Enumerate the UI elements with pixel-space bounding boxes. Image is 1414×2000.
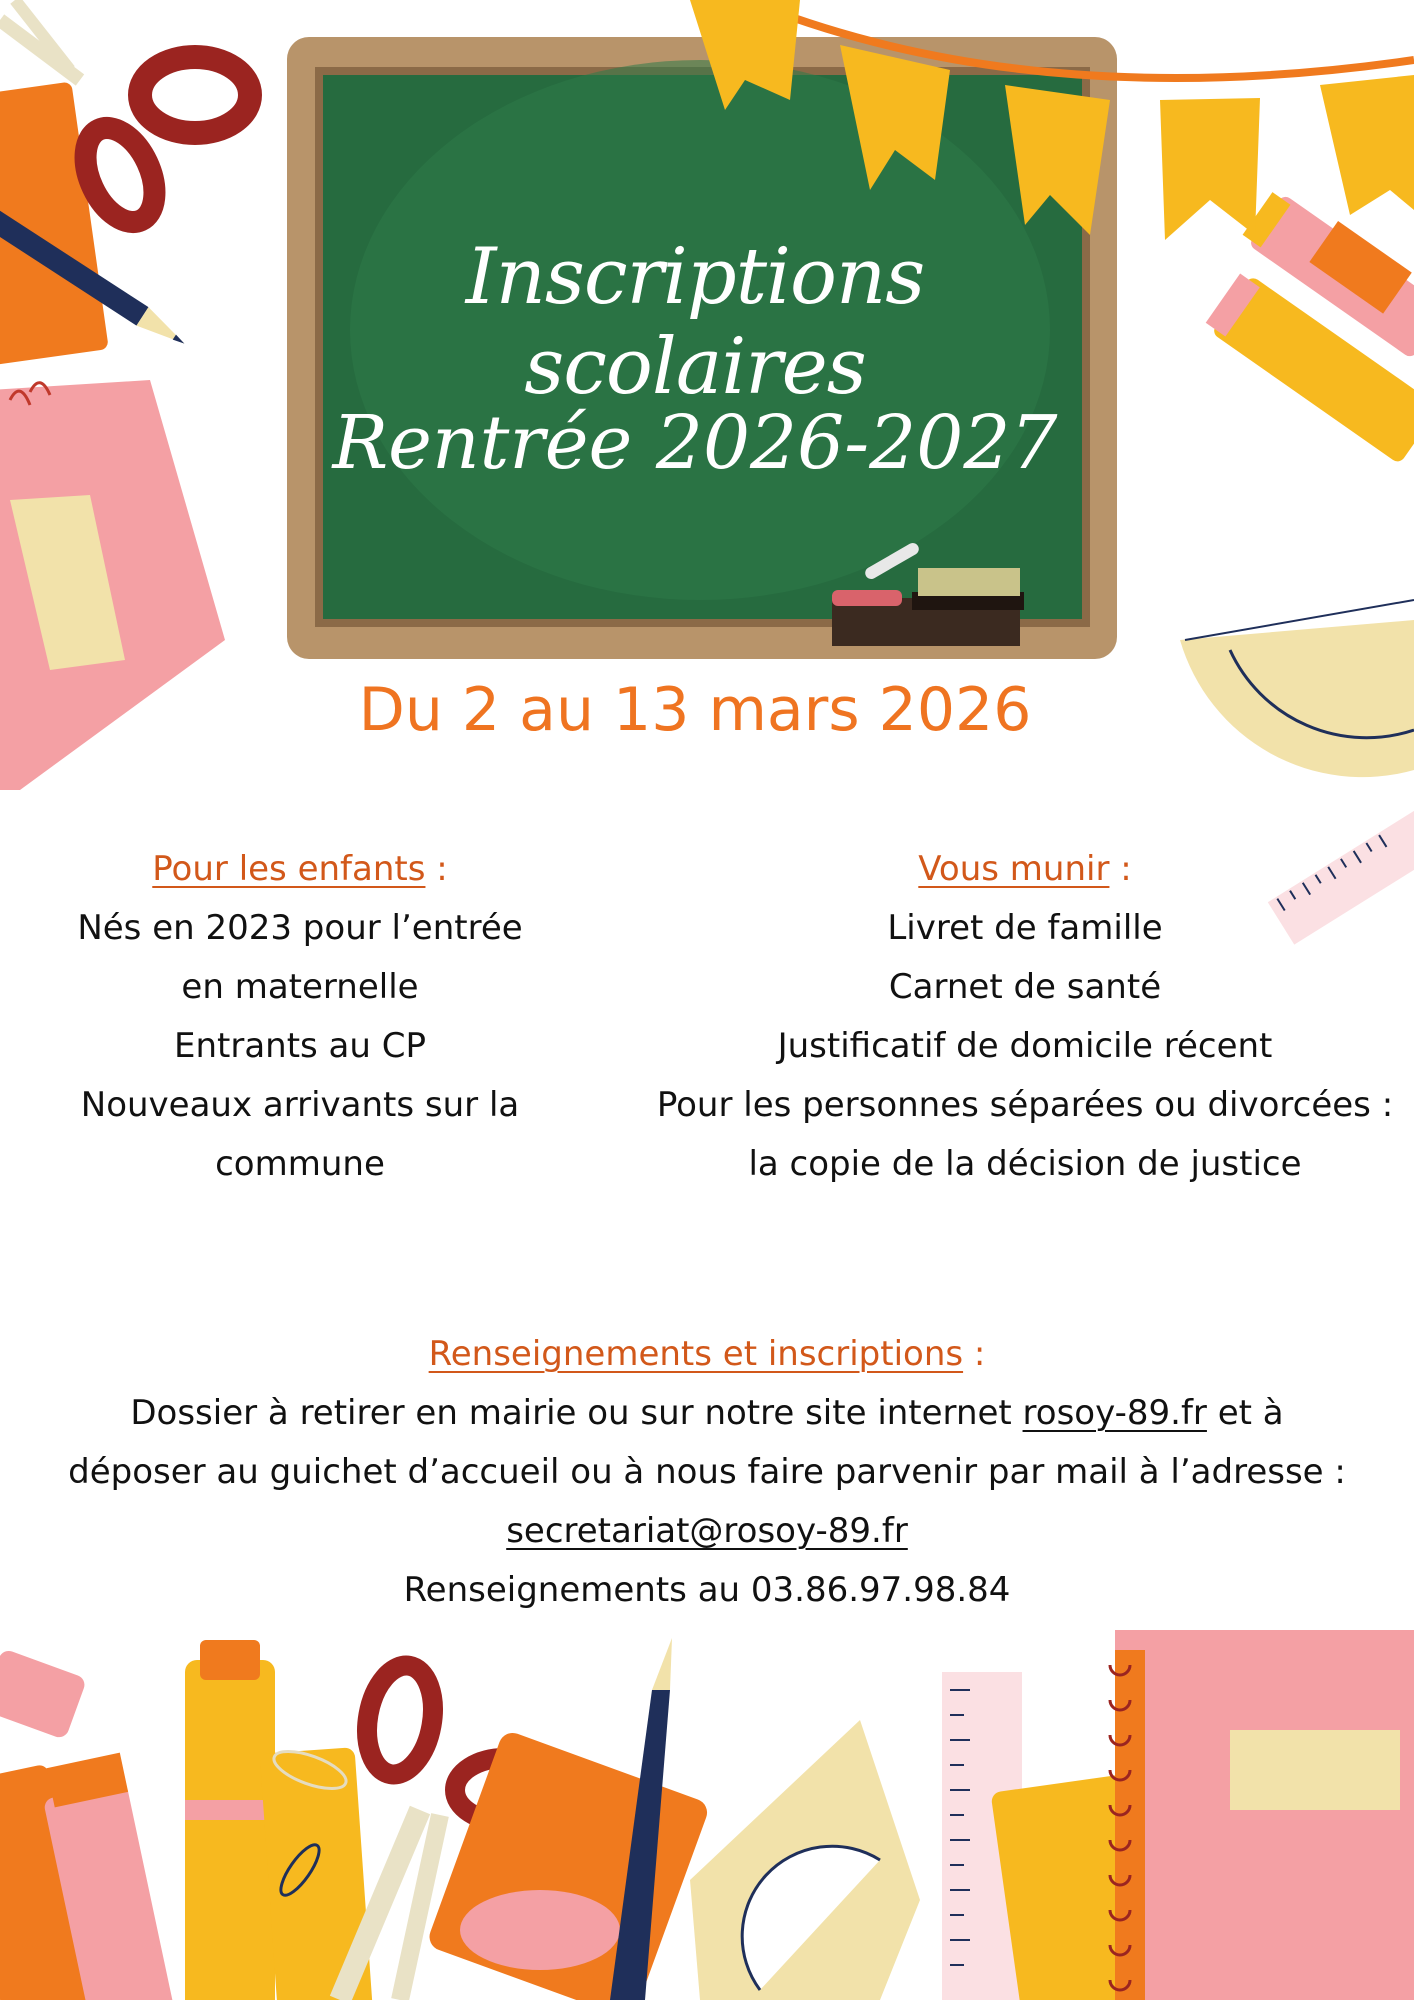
children-heading <box>40 840 560 899</box>
children-heading-colon: : <box>425 849 448 889</box>
info-heading-label: Renseignements et inscriptions <box>428 1334 964 1374</box>
documents-line: Carnet de santé <box>888 967 1162 1007</box>
children-line: Nouveaux arrivants sur la <box>80 1085 520 1125</box>
website-link[interactable]: rosoy-89.fr <box>1022 1393 1207 1433</box>
info-heading <box>0 1325 1414 1384</box>
documents-heading-colon: : <box>1109 849 1132 889</box>
board-title-line2: Rentrée 2026-2027 <box>332 400 1058 486</box>
board-title-line1: Inscriptions scolaires <box>465 232 925 412</box>
top-right-supplies <box>1180 188 1414 945</box>
documents-heading <box>630 840 1414 899</box>
info-line-deposit: déposer au guichet d’accueil ou à nous faire parvenir par mail à l’adresse : <box>68 1452 1346 1492</box>
info-text: et à <box>1206 1393 1284 1433</box>
documents-section <box>630 840 1414 1194</box>
documents-line: Justificatif de domicile récent <box>777 1026 1273 1066</box>
info-line-phone: Renseignements au 03.86.97.98.84 <box>403 1570 1011 1610</box>
bottom-supplies <box>0 1630 1414 2000</box>
protractor-icon <box>690 1720 920 2000</box>
info-line-website <box>0 1384 1414 1443</box>
info-line-email <box>0 1502 1414 1561</box>
email-link[interactable]: secretariat@rosoy-89.fr <box>506 1511 908 1551</box>
documents-line: la copie de la décision de justice <box>748 1144 1302 1184</box>
info-heading-colon: : <box>963 1334 986 1374</box>
children-line: commune <box>215 1144 385 1184</box>
documents-heading-label: Vous munir <box>918 849 1110 889</box>
info-section <box>0 1325 1414 1620</box>
notebook-icon <box>991 1630 1414 2000</box>
documents-line: Livret de famille <box>887 908 1163 948</box>
documents-line: Pour les personnes séparées ou divorcées : <box>656 1085 1394 1125</box>
children-line: en maternelle <box>181 967 419 1007</box>
info-text: Dossier à retirer en mairie ou sur notre site internet <box>130 1393 1023 1433</box>
top-left-supplies <box>0 0 250 790</box>
children-line: Nés en 2023 pour l’entrée <box>77 908 523 948</box>
children-line: Entrants au CP <box>173 1026 426 1066</box>
children-heading-label: Pour les enfants <box>152 849 426 889</box>
registration-dates: Du 2 au 13 mars 2026 <box>358 675 1032 745</box>
children-section <box>40 840 560 1194</box>
